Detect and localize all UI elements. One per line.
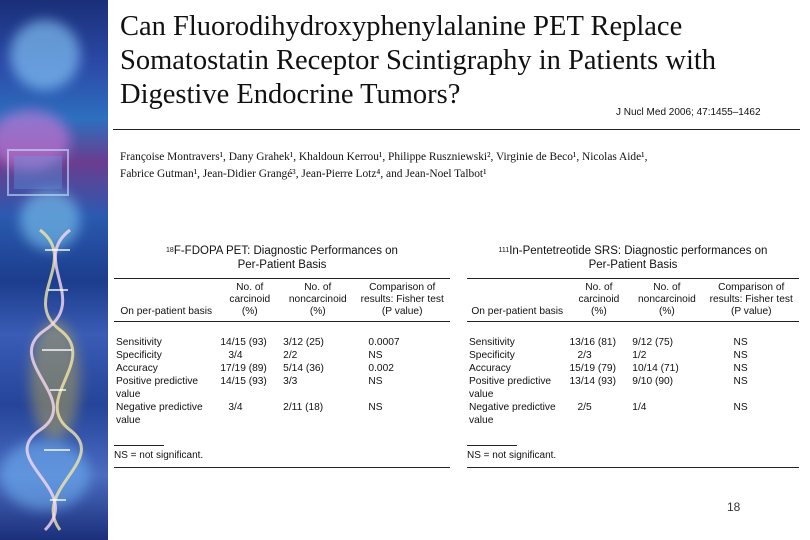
table-header-row xyxy=(114,279,450,321)
journal-citation: J Nucl Med 2006; 47:1455–1462 xyxy=(616,107,761,118)
row-label: Specificity xyxy=(469,350,515,361)
table-row xyxy=(467,322,799,336)
table-cell: 2/2 xyxy=(283,350,298,361)
column-header: On per-patient basis xyxy=(120,306,213,317)
footnote-rule xyxy=(114,445,164,446)
table-cell: 13/16 (81) xyxy=(569,337,616,348)
table-bottom-rule xyxy=(467,467,799,468)
table-cell: 17/19 (89) xyxy=(220,363,267,374)
table-row xyxy=(114,349,450,362)
decorative-sidebar-image xyxy=(0,0,108,540)
table-cell: NS xyxy=(733,402,748,413)
table-cell: 9/12 (75) xyxy=(632,337,674,348)
table-cell: 13/14 (93) xyxy=(569,376,616,387)
table-cell: NS xyxy=(368,376,383,387)
dna-helix-icon xyxy=(0,0,108,540)
column-header: No. of noncarcinoid (%) xyxy=(637,282,696,317)
table-row xyxy=(467,349,799,362)
table-row xyxy=(467,375,799,401)
table-cell: 0.002 xyxy=(368,363,394,374)
caption-superscript: 18 xyxy=(166,247,174,254)
row-label: Accuracy xyxy=(469,363,511,374)
table-cell: 2/3 xyxy=(577,350,592,361)
table-row xyxy=(114,401,450,427)
table-cell: 1/2 xyxy=(632,350,647,361)
row-label: Specificity xyxy=(116,350,162,361)
page-number: 18 xyxy=(727,500,741,514)
column-header: No. of noncarcinoid (%) xyxy=(288,282,347,317)
table-row xyxy=(467,401,799,427)
column-header: On per-patient basis xyxy=(471,306,564,317)
table-cell: 15/19 (79) xyxy=(569,363,616,374)
table-footnote: NS = not significant. xyxy=(467,450,557,461)
table-row xyxy=(114,362,450,375)
table-bottom-rule xyxy=(114,467,450,468)
table-caption xyxy=(114,244,450,272)
slide-title: Can Fluorodihydroxyphenylalanine PET Replace Somatostatin Receptor Scintigraphy in Patients with Digestive Endocrine Tumors? xyxy=(120,11,717,110)
data-table xyxy=(114,279,450,427)
table-row xyxy=(114,322,450,336)
data-table xyxy=(467,279,799,427)
table-cell: NS xyxy=(733,350,748,361)
author-list xyxy=(120,149,810,183)
column-header: No. of carcinoid (%) xyxy=(578,282,620,317)
table-cell: 14/15 (93) xyxy=(220,376,267,387)
column-header: Comparison of results: Fisher test (P value) xyxy=(709,282,793,317)
table-cell: 0.0007 xyxy=(368,337,400,348)
pentetreotide-srs-table xyxy=(467,244,799,468)
table-cell: NS xyxy=(368,350,383,361)
table-cell: 3/4 xyxy=(228,350,243,361)
row-label: Sensitivity xyxy=(469,337,515,348)
row-label: Sensitivity xyxy=(116,337,162,348)
table-caption xyxy=(467,244,799,272)
row-label: Positive predictive value xyxy=(469,376,552,400)
row-label: Accuracy xyxy=(116,363,158,374)
table-cell: 3/4 xyxy=(228,402,243,413)
table-cell: 2/5 xyxy=(577,402,592,413)
table-footnote: NS = not significant. xyxy=(114,450,204,461)
table-cell: 3/3 xyxy=(283,376,298,387)
column-header: Comparison of results: Fisher test (P value) xyxy=(360,282,444,317)
author-line: Françoise Montravers¹, Dany Grahek¹, Khaldoun Kerrou¹, Philippe Ruszniewski², Virginie de Beco¹, Nicolas Aide¹, xyxy=(120,151,648,163)
table-row xyxy=(114,375,450,401)
table-row xyxy=(114,336,450,349)
row-label: Positive predictive value xyxy=(116,376,199,400)
table-cell: 3/12 (25) xyxy=(283,337,324,348)
row-label: Negative predictive value xyxy=(469,402,556,426)
author-line: Fabrice Gutman¹, Jean-Didier Grangé³, Jean-Pierre Lotz⁴, and Jean-Noel Talbot¹ xyxy=(120,168,487,180)
table-cell: NS xyxy=(733,363,748,374)
caption-superscript: 111 xyxy=(498,247,510,254)
table-cell: NS xyxy=(733,337,748,348)
table-row xyxy=(467,362,799,375)
caption-line: In-Pentetreotide SRS: Diagnostic performances on xyxy=(509,245,768,257)
table-cell: NS xyxy=(368,402,383,413)
table-cell: 10/14 (71) xyxy=(632,363,679,374)
caption-line: Per-Patient Basis xyxy=(588,259,678,271)
table-cell: 14/15 (93) xyxy=(220,337,267,348)
caption-line: F-FDOPA PET: Diagnostic Performances on xyxy=(173,245,398,257)
fdopa-pet-table xyxy=(114,244,450,468)
caption-line: Per-Patient Basis xyxy=(237,259,327,271)
table-cell: 2/11 (18) xyxy=(283,402,324,413)
table-header-row xyxy=(467,279,799,321)
row-label: Negative predictive value xyxy=(116,402,203,426)
table-cell: NS xyxy=(733,376,748,387)
table-cell: 1/4 xyxy=(632,402,647,413)
title-divider xyxy=(113,129,800,130)
footnote-rule xyxy=(467,445,517,446)
table-row xyxy=(467,336,799,349)
column-header: No. of carcinoid (%) xyxy=(229,282,271,317)
table-cell: 5/14 (36) xyxy=(283,363,324,374)
table-cell: 9/10 (90) xyxy=(632,376,674,387)
